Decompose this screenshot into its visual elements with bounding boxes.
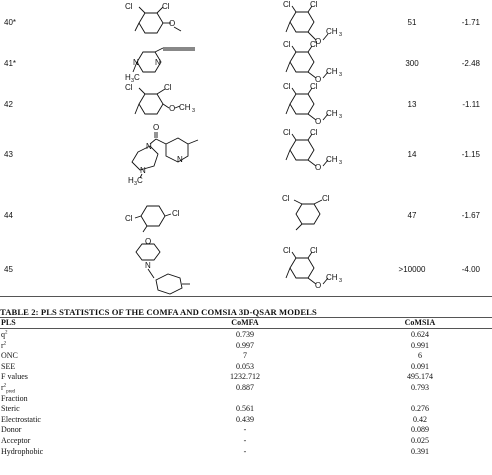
left-structure-42 [125, 83, 205, 126]
atom-label: Cl [283, 128, 291, 137]
row-label-text: Fraction [1, 393, 28, 403]
comsia-value: 0.624 [411, 330, 429, 339]
comsia-value: 0.025 [411, 436, 429, 445]
comfa-value: 0.887 [236, 383, 254, 392]
row-label [1, 425, 21, 434]
table-row [0, 404, 492, 415]
atom-label: O [153, 123, 160, 132]
atom-label: CH [326, 109, 338, 118]
atom-label: O [315, 281, 322, 290]
atom-label: 3 [192, 108, 196, 114]
header-pls: PLS [1, 318, 16, 327]
atom-label: 3 [339, 278, 343, 284]
table-row [0, 394, 492, 405]
row-label-text: q [1, 330, 5, 339]
compound-id: 40* [4, 18, 17, 27]
comsia-value: 0.42 [413, 414, 427, 424]
right-structure-45 [268, 246, 358, 291]
activity-value: 51 [407, 18, 417, 27]
atom-label: O [145, 237, 152, 246]
comfa-value: 0.997 [236, 340, 254, 350]
comfa-value: - [243, 436, 247, 445]
atom-label: 3 [339, 160, 343, 166]
row-label [1, 351, 18, 360]
atom-label: N [140, 166, 146, 175]
atom-label: Cl [283, 82, 291, 91]
row-label [1, 436, 30, 445]
row-label-sub: pred [6, 389, 16, 395]
atom-label: O [169, 104, 176, 113]
atom-label: H [128, 176, 134, 185]
atom-label: Cl [322, 194, 330, 203]
atom-label: Cl [310, 246, 318, 255]
atom-label: O [315, 117, 322, 126]
row-label-text: r [1, 340, 4, 350]
row-label [1, 362, 15, 371]
activity-value: 14 [407, 150, 417, 159]
comfa-value: - [243, 425, 247, 435]
right-structure-43 [268, 128, 358, 173]
activity-value: 13 [407, 100, 417, 109]
table-row [0, 341, 492, 352]
table-row [0, 447, 492, 458]
row-label [1, 404, 20, 413]
row-label-sup: 2 [5, 330, 8, 336]
comfa-value: 0.561 [236, 404, 254, 414]
row-label-text: Steric [1, 404, 20, 414]
atom-label: Cl [310, 128, 318, 137]
log-value: -1.11 [462, 100, 480, 109]
compound-id: 44 [4, 211, 13, 220]
left-structure-45 [124, 238, 214, 298]
row-label-text: Electrostatic [1, 414, 41, 424]
atom-label: N [133, 58, 139, 67]
left-structure-44 [125, 196, 195, 236]
atom-label: Cl [310, 0, 318, 9]
activity-value: 47 [407, 211, 417, 220]
table-row [0, 425, 492, 436]
row-label-text: ONC [1, 351, 18, 361]
atom-label: O [315, 163, 322, 172]
log-value: -4.00 [461, 265, 480, 274]
right-structure-42 [268, 82, 358, 127]
comsia-value: 0.391 [411, 446, 429, 456]
row-label [1, 341, 6, 350]
table-row [0, 330, 492, 341]
table-row [0, 436, 492, 447]
row-label-text: Acceptor [1, 436, 31, 445]
atom-label: Cl [125, 2, 133, 11]
activity-value: 300 [405, 59, 419, 68]
atom-label: CH [326, 27, 338, 36]
table-row [0, 383, 492, 394]
row-label [1, 383, 15, 393]
table-row [0, 362, 492, 373]
comsia-value: 0.793 [411, 383, 429, 392]
atom-label: Cl [162, 2, 170, 11]
atom-label: 3 [339, 114, 343, 120]
row-label-text: Donor [1, 425, 22, 435]
comsia-value: 6 [418, 351, 422, 361]
left-structure-40 [125, 2, 195, 45]
comfa-value: 7 [243, 351, 247, 361]
atom-label: Cl [283, 246, 291, 255]
comsia-value: 0.091 [411, 361, 429, 371]
row-label [1, 394, 28, 403]
atom-label: Cl [283, 40, 291, 49]
compound-id: 43 [4, 150, 13, 159]
row-label [1, 372, 28, 381]
table-row [0, 415, 492, 426]
atom-label: Cl [172, 209, 180, 218]
atom-label: 3 [134, 181, 138, 187]
atom-label: N [177, 155, 183, 164]
compound-id: 41* [4, 59, 17, 68]
activity-value: >10000 [398, 265, 426, 274]
comsia-value: 495.174 [407, 372, 433, 382]
log-value: -1.71 [461, 18, 480, 27]
row-label-sup: 2 [3, 383, 7, 389]
log-value: -1.67 [461, 211, 480, 220]
row-label-text: Hydrophobic [1, 446, 44, 456]
atom-label: Cl [283, 0, 291, 9]
atom-label: Cl [125, 83, 133, 92]
atom-label: CH [326, 155, 338, 164]
atom-label: C [137, 176, 143, 185]
comfa-value: - [243, 446, 247, 456]
atom-label: Cl [164, 83, 172, 92]
table-row [0, 351, 492, 362]
atom-label: N [145, 261, 151, 270]
header-comfa: CoMFA [231, 318, 259, 327]
left-structure-41 [125, 42, 205, 87]
row-label [1, 447, 43, 456]
atom-label: N [146, 142, 152, 151]
compound-id: 42 [4, 100, 13, 109]
log-value: -2.48 [461, 59, 480, 68]
table-title: TABLE 2: PLS STATISTICS OF THE COMFA AND COMSIA 3D-QSAR MODELS [0, 307, 317, 317]
right-structure-44 [280, 192, 360, 232]
comfa-value: 0.439 [236, 414, 254, 424]
comsia-value: 0.991 [411, 340, 429, 350]
atom-label: C [134, 73, 140, 82]
table-row [0, 372, 492, 383]
atom-label: N [155, 58, 161, 67]
compound-id: 45 [4, 265, 13, 274]
row-label [1, 415, 41, 424]
atom-label: O [169, 19, 176, 28]
atom-label: 3 [339, 72, 343, 78]
header-comsia: CoMSIA [404, 318, 436, 327]
header-rule [0, 328, 492, 329]
atom-label: O [315, 37, 322, 46]
row-label [1, 330, 8, 339]
atom-label: Cl [310, 82, 318, 91]
atom-label: Cl [125, 214, 133, 223]
atom-label: H [125, 73, 131, 82]
atom-label: CH [326, 273, 338, 282]
row-label-text: SEE [1, 361, 16, 371]
right-structure-41 [268, 40, 358, 85]
atom-label: CH [326, 67, 338, 76]
atom-label: CH [179, 103, 191, 112]
row-label-text: r [1, 383, 4, 392]
row-label-sup: 2 [3, 340, 7, 346]
left-structure-43 [122, 122, 212, 187]
comsia-value: 0.089 [411, 425, 429, 435]
comfa-value: 0.739 [236, 330, 254, 339]
atom-label: Cl [310, 40, 318, 49]
table-bottom-rule [0, 296, 492, 297]
atom-label: 3 [339, 32, 343, 38]
row-label-text: F values [1, 372, 28, 382]
comfa-value: 1232.712 [230, 372, 260, 382]
comfa-value: 0.053 [236, 361, 254, 371]
comsia-value: 0.276 [411, 404, 429, 414]
log-value: -1.15 [461, 150, 480, 159]
atom-label: 3 [131, 78, 135, 84]
atom-label: Cl [282, 194, 290, 203]
atom-label: O [315, 75, 322, 84]
